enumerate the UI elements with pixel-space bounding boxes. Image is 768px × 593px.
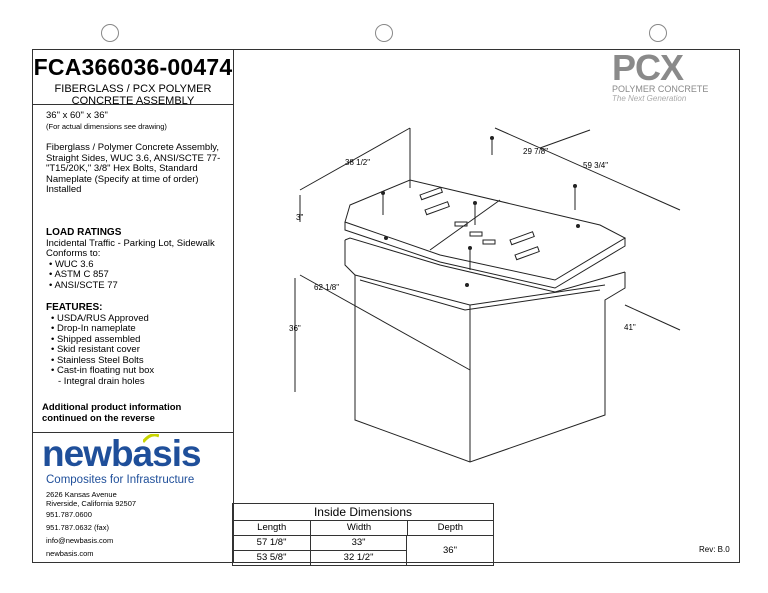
table-row: 57 1/8" 33" xyxy=(233,536,407,550)
dim-label: 3" xyxy=(296,213,304,222)
product-subtitle: FIBERGLASS / PCX POLYMER CONCRETE ASSEMBLY xyxy=(54,83,212,107)
pcx-line2: The Next Generation xyxy=(612,94,687,103)
feature-item: • Stainless Steel Bolts xyxy=(51,356,228,367)
table-title: Inside Dimensions xyxy=(313,505,413,519)
depth-value: 36" xyxy=(406,536,493,565)
phone: 951.787.0600 xyxy=(46,510,92,519)
revision: Rev: B.0 xyxy=(699,545,730,554)
fax: 951.787.0632 (fax) xyxy=(46,523,109,532)
spec-sheet-frame xyxy=(32,49,740,563)
additional-info: Additional product information continued on the reverse xyxy=(42,402,182,424)
description: Fiberglass / Polymer Concrete Assembly, Straight Sides, WUC 3.6, ANSI/SCTE 77-"T15/20K," 3/8" Hex Bolts, Standard Nameplate (Specify at time of order) Installed xyxy=(46,142,221,195)
inside-dimensions-table xyxy=(232,503,494,566)
size-text: 36" x 60" x 36" xyxy=(46,110,108,121)
dim-label: 36" xyxy=(289,324,301,333)
feature-item: • Skid resistant cover xyxy=(51,345,228,356)
size-block xyxy=(46,111,228,132)
feature-item: • Drop-In nameplate xyxy=(51,324,228,335)
punch-hole-left xyxy=(101,24,119,42)
table-header-row: Length Width Depth xyxy=(233,520,493,535)
feature-item: • Cast-in floating nut box xyxy=(51,366,228,377)
pcx-mark: PCX xyxy=(612,47,684,88)
dim-label: 62 1/8" xyxy=(314,283,340,292)
website-link[interactable]: newbasis.com xyxy=(46,549,94,558)
rating-item: • WUC 3.6 xyxy=(49,260,228,271)
rating-item: • ANSI/SCTE 77 xyxy=(49,281,228,292)
left-info-column xyxy=(33,50,234,562)
table-row: 53 5/8" 32 1/2" xyxy=(233,550,407,565)
logo-tagline: Composites for Infrastructure xyxy=(46,474,195,486)
dim-label: 29 7/8" xyxy=(523,147,549,156)
feature-item: • Shipped assembled xyxy=(51,335,228,346)
email-link[interactable]: info@newbasis.com xyxy=(46,536,114,545)
newbasis-logo: newbasis xyxy=(42,433,201,474)
address: 2626 Kansas Avenue Riverside, California 92507 xyxy=(46,490,137,508)
size-note: (For actual dimensions see drawing) xyxy=(46,121,167,131)
dim-label: 41" xyxy=(624,323,636,332)
punch-hole-center xyxy=(375,24,393,42)
dim-label: 38 1/2" xyxy=(345,158,371,167)
pcx-logo xyxy=(612,47,732,107)
features: FEATURES: • USDA/RUS Approved • Drop-In nameplate • Shipped assembled • Skid resistant cover • Stainless Steel Bolts • Cast-in floating nut box - Integral drain holes xyxy=(46,303,228,387)
feature-item: • USDA/RUS Approved xyxy=(51,314,228,325)
table-body xyxy=(233,535,493,565)
dim-label: 59 3/4" xyxy=(583,161,609,170)
pcx-line1: POLYMER CONCRETE xyxy=(612,84,709,94)
punch-hole-right xyxy=(649,24,667,42)
title-block xyxy=(33,50,233,105)
rating-item: • ASTM C 857 xyxy=(49,270,228,281)
logo-swoosh-icon xyxy=(143,434,159,444)
feature-subitem: - Integral drain holes xyxy=(58,375,145,387)
load-ratings: LOAD RATINGS Incidental Traffic - Parking Lot, Sidewalk Conforms to: • WUC 3.6 • ASTM C 857 • ANSI/SCTE 77 xyxy=(46,228,228,291)
part-number: FCA366036-00474 xyxy=(33,54,233,80)
